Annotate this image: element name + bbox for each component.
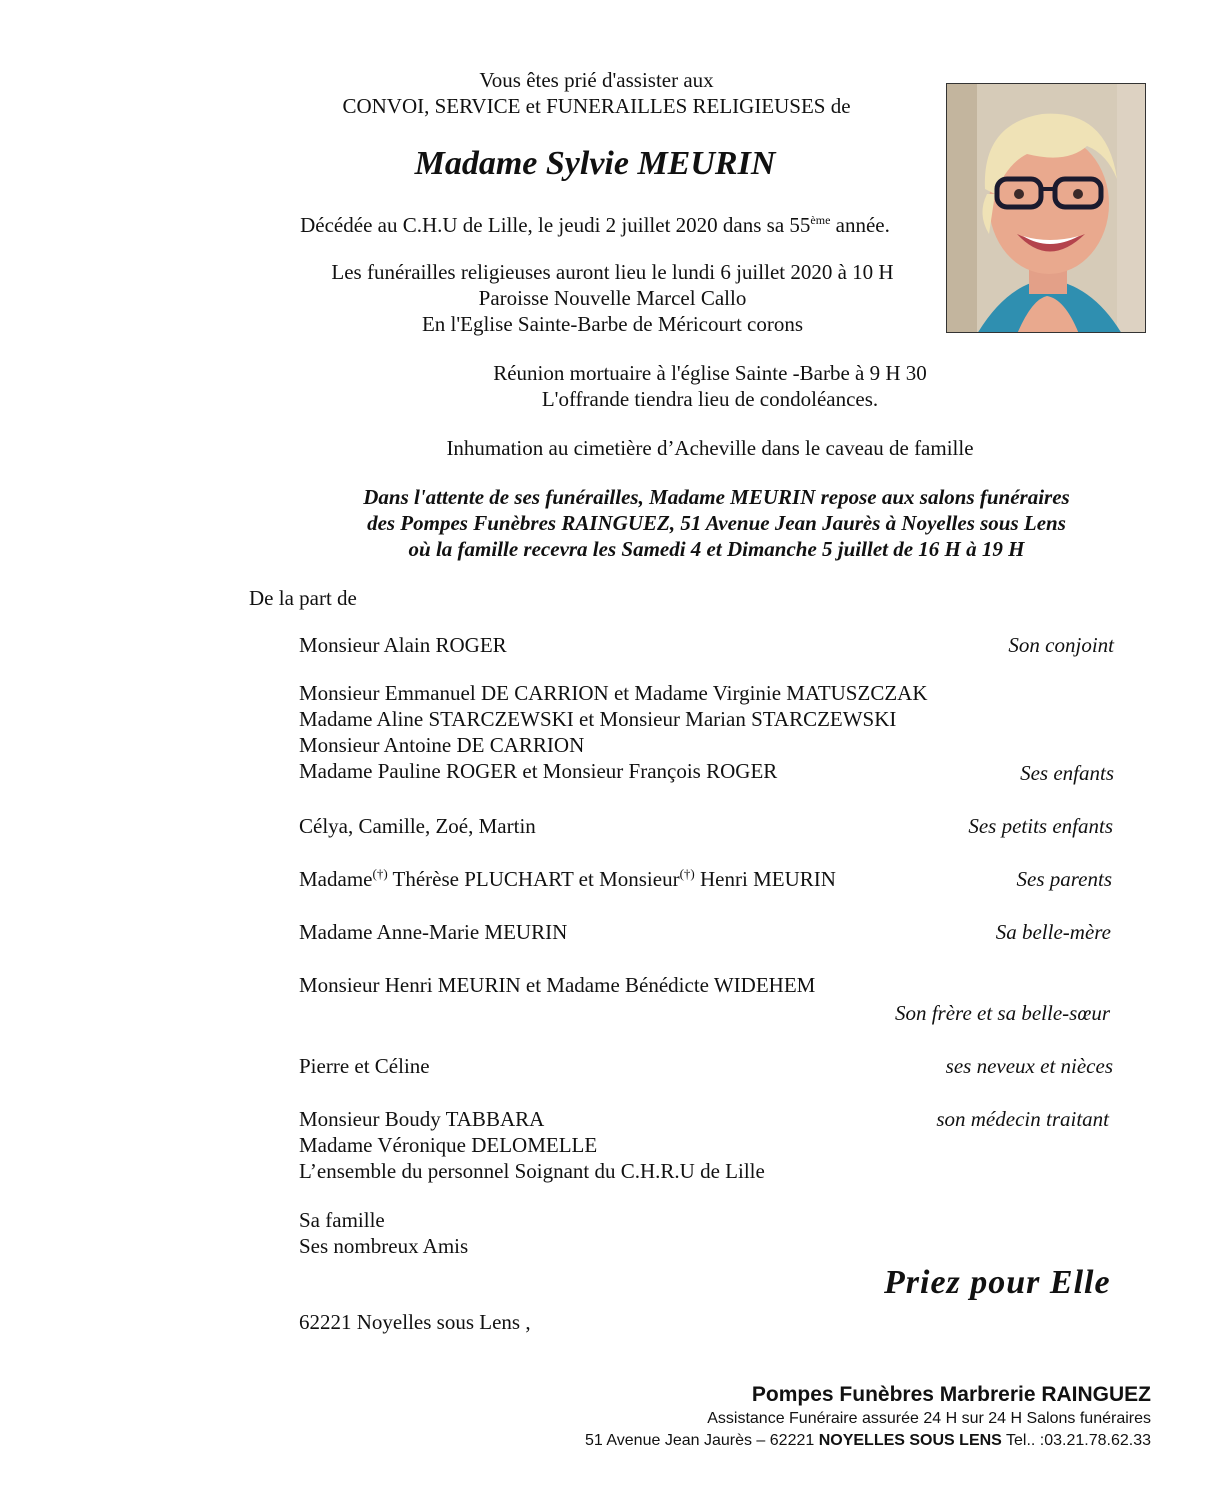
ceremony-details	[0, 259, 1213, 337]
parish-line: Paroisse Nouvelle Marcel Callo	[478, 286, 747, 310]
family-friends	[299, 1207, 468, 1259]
address-city: NOYELLES SOUS LENS	[818, 1432, 1002, 1449]
mother-in-law-name: Madame Anne-Marie MEURIN	[299, 920, 568, 944]
funeral-home-notice	[0, 484, 1213, 562]
death-text-end: année.	[830, 213, 890, 237]
deceased-dagger-mark: (†)	[679, 866, 695, 881]
death-text: Décédée au C.H.U de Lille, le jeudi 2 juillet 2020 dans sa 55	[300, 213, 811, 237]
parents-text: Thérèse PLUCHART et Monsieur	[387, 867, 680, 891]
offering-line: L'offrande tiendra lieu de condoléances.	[541, 387, 879, 411]
mortuary-meeting	[0, 360, 1213, 412]
invitation-line: Vous êtes prié d'assister aux	[479, 68, 714, 92]
address-street: 51 Avenue Jean Jaurès – 62221	[585, 1432, 819, 1449]
doctor-role: son médecin traitant	[936, 1107, 1109, 1131]
parents-text: Henri MEURIN	[694, 867, 836, 891]
location-line: 62221 Noyelles sous Lens ,	[299, 1310, 531, 1334]
parents-names	[299, 866, 836, 892]
parents-role: Ses parents	[1016, 867, 1112, 891]
notice-line: Dans l'attente de ses funérailles, Madame MEURIN repose aux salons funéraires	[363, 485, 1070, 509]
friends-line: Ses nombreux Amis	[299, 1234, 469, 1258]
spouse-name: Monsieur Alain ROGER	[299, 633, 507, 657]
death-ordinal-sup: ème	[810, 213, 831, 227]
care-team-list	[299, 1106, 765, 1184]
nephews-role: ses neveux et nièces	[945, 1054, 1113, 1078]
child-line: Madame Pauline ROGER et Monsieur François ROGER	[299, 759, 778, 783]
brother-role: Son frère et sa belle-sœur	[894, 1001, 1110, 1025]
deceased-name: Madame Sylvie MEURIN	[414, 145, 776, 182]
grandchildren-role: Ses petits enfants	[968, 814, 1113, 838]
prayer-signature: Priez pour Elle	[884, 1264, 1111, 1301]
notice-line: où la famille recevra les Samedi 4 et Dimanche 5 juillet de 16 H à 19 H	[408, 537, 1025, 561]
caregiver-line: L’ensemble du personnel Soignant du C.H.R.U de Lille	[299, 1159, 765, 1183]
child-line: Madame Aline STARCZEWSKI et Monsieur Marian STARCZEWSKI	[299, 707, 897, 731]
doctor-name: Monsieur Boudy TABBARA	[299, 1107, 545, 1131]
notice-line: des Pompes Funèbres RAINGUEZ, 51 Avenue Jean Jaurès à Noyelles sous Lens	[367, 511, 1066, 535]
phone-number: Tel.. :03.21.78.62.33	[1001, 1432, 1151, 1449]
ceremony-line: Les funérailles religieuses auront lieu le lundi 6 juillet 2020 à 10 H	[331, 260, 894, 284]
assistance-line: Assistance Funéraire assurée 24 H sur 24 H Salons funéraires	[707, 1410, 1151, 1427]
address-line	[400, 1430, 1151, 1452]
spouse-role: Son conjoint	[1008, 633, 1114, 657]
deceased-dagger-mark: (†)	[372, 866, 388, 881]
invitation-line: CONVOI, SERVICE et FUNERAILLES RELIGIEUSES de	[342, 94, 851, 118]
child-line: Monsieur Emmanuel DE CARRION et Madame Virginie MATUSZCZAK	[299, 681, 928, 705]
child-line: Monsieur Antoine DE CARRION	[299, 733, 585, 757]
children-role: Ses enfants	[1020, 761, 1114, 785]
brother-names: Monsieur Henri MEURIN et Madame Bénédicte WIDEHEM	[299, 973, 816, 997]
mother-in-law-role: Sa belle-mère	[995, 920, 1111, 944]
nephews-names: Pierre et Céline	[299, 1054, 430, 1078]
parents-text: Madame	[299, 867, 373, 891]
from-label: De la part de	[249, 586, 357, 610]
burial-line: Inhumation au cimetière d’Acheville dans le caveau de famille	[446, 436, 974, 460]
meeting-line: Réunion mortuaire à l'église Sainte -Barbe à 9 H 30	[493, 361, 927, 385]
family-line: Sa famille	[299, 1208, 385, 1232]
caregiver-line: Madame Véronique DELOMELLE	[299, 1133, 598, 1157]
grandchildren-names: Célya, Camille, Zoé, Martin	[299, 814, 536, 838]
company-name: Pompes Funèbres Marbrerie RAINGUEZ	[751, 1383, 1151, 1406]
funeral-home-footer	[400, 1382, 1151, 1452]
church-line: En l'Eglise Sainte-Barbe de Méricourt corons	[421, 312, 804, 336]
